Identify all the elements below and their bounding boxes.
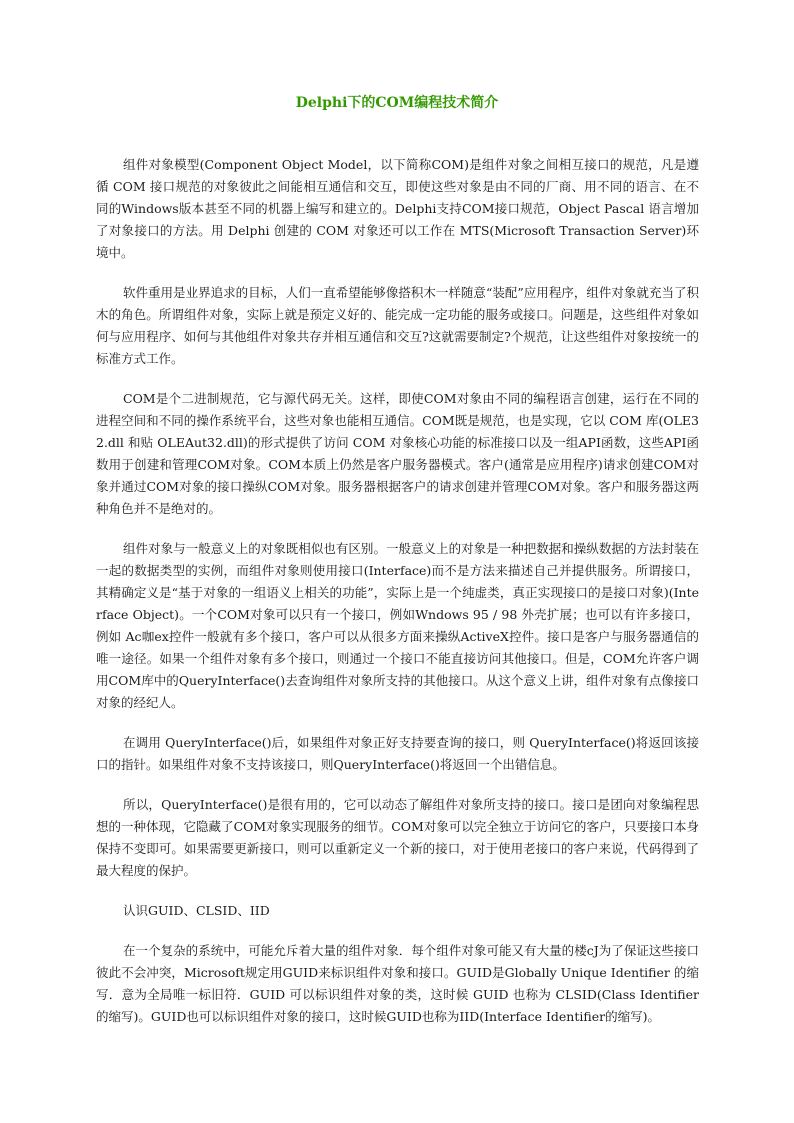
paragraph-component-vs-object: 组件对象与一般意义上的对象既相似也有区别。一般意义上的对象是一种把数据和操纵数据的方法封装在一起的数据类型的实例，而组件对象则使用接口(Interface)而不是方法来描述自己并提供服务。所谓接口，其精确定义是“基于对象的一组语义上相关的功能”，实际上是一个纯虚类，真正实现接口的是接口对象)(Interface Object)。一个COM对象可以只有一个接口，例如Wndows 95 / 98 外壳扩展；也可以有许多接口，例如 Ac咖ex控件一般就有多个接口，客户可以从很多方面来操纵ActiveX控件。接口是客户与服务器通信的唯一途径。如果一个组件对象有多个接口，则通过一个接口不能直接访问其他接口。但是，COM允许客户调用COM库中的QueryInterface()去查询组件对象所支持的其他接口。从这个意义上讲，组件对象有点像接口对象的经纪人。 — [96, 541, 699, 710]
paragraph-software-reuse: 软件重用是业界追求的目标，人们一直希望能够像搭积木一样随意“装配”应用程序，组件对象就充当了积木的角色。所谓组件对象，实际上就是预定义好的、能完成一定功能的服务或接口。问题是，这些组件对象如何与应用程序、如何与其他组件对象共存并相互通信和交互?这就需要制定?个规范，让这些组件对象按统一的标准方式工作。 — [96, 285, 699, 366]
paragraph-queryinterface-call: 在调用 QueryInterface()后，如果组件对象正好支持要查询的接口，则 QueryInterface()将返回该接口的指针。如果组件对象不支持该接口，则QueryInterface()将返回一个出错信息。 — [96, 735, 699, 772]
section-heading-guid: 认识GUID、CLSID、IID — [123, 903, 270, 918]
paragraph-queryinterface-usefulness: 所以，QueryInterface()是很有用的，它可以动态了解组件对象所支持的接口。接口是团向对象编程思想的一种体现，它隐藏了COM对象实现服务的细节。COM对象可以完全独立于访问它的客户，只要接口本身保持不变即可。如果需要更新接口，则可以重新定义一个新的接口，对于使用老接口的客户来说，代码得到了最大程度的保护。 — [96, 797, 699, 878]
paragraph-com-definition: 组件对象模型(Component Object Model，以下简称COM)是组件对象之间相互接口的规范，凡是遵循 COM 接口规范的对象彼此之间能相互通信和交互，即使这些对象是由不同的厂商、用不同的语言、在不同的Windows版本甚至不同的机器上编写和建立的。Delphi支持COM接口规范，Object Pascal 语言增加了对象接口的方法。用 Delphi 创建的 COM 对象还可以工作在 MTS(Microsoft Transaction Server)环境中。 — [96, 157, 699, 260]
document-body — [96, 154, 699, 1046]
paragraph-guid-definition: 在一个复杂的系统中，可能允斥着大量的组件对象．每个组件对象可能又有大量的楼cJ为了保证这些接口彼此不会冲突，Microsoft规定用GUID来标识组件对象和接口。GUID是Globally Unique Identifier 的缩写．意为全局唯一标旧符．GUID 可以标识组件对象的类，这时候 GUID 也称为 CLSID(Class Identifier的缩写)。GUID也可以标识组件对象的接口，这时候GUID也称为IID(Interface Identifier的缩写)。 — [96, 943, 699, 1024]
document-title: Delphi下的COM编程技术简介 — [295, 95, 499, 111]
paragraph-binary-spec: COM是个二进制规范，它与源代码无关。这样，即使COM对象由不同的编程语言创建，运行在不同的进程空间和不同的操作系统平台，这些对象也能相互通信。COM既是规范，也是实现，它以 COM 库(OLE32.dll 和贴 OLEAut32.dll)的形式提供了访问 COM 对象核心功能的标准接口以及一组API函数，这些API函数用于创建和管理COM对象。COM本质上仍然是客户服务器模式。客户(通常是应用程序)请求创建COM对象并通过COM对象的接口操纵COM对象。服务器根据客户的请求创建并管理COM对象。客户和服务器这两种角色并不是绝对的。 — [96, 391, 699, 516]
